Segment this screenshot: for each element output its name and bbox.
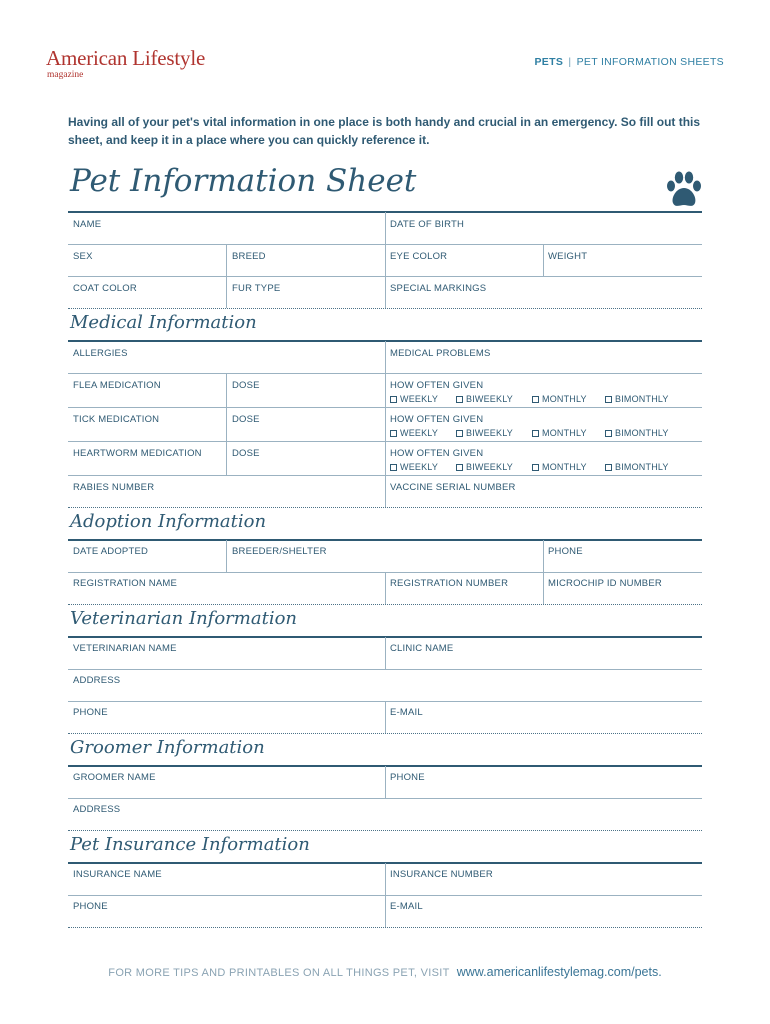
tick-monthly-checkbox[interactable] — [532, 428, 587, 438]
flea-how-often-label: HOW OFTEN GIVEN — [390, 380, 484, 391]
tick-biweekly-checkbox[interactable] — [456, 428, 513, 438]
paw-icon — [664, 170, 704, 210]
option-label: MONTHLY — [542, 394, 587, 404]
rabies-number-field[interactable]: RABIES NUMBER — [73, 482, 155, 493]
divider — [543, 244, 544, 276]
footer — [0, 965, 770, 979]
tick-how-often-label: HOW OFTEN GIVEN — [390, 414, 484, 425]
checkbox-icon — [605, 430, 612, 437]
tick-bimonthly-checkbox[interactable] — [605, 428, 669, 438]
heartworm-dose-field[interactable]: DOSE — [232, 448, 260, 459]
breadcrumb-subsection: PET INFORMATION SHEETS — [576, 56, 724, 68]
section-title-vet: Veterinarian Information — [70, 608, 298, 629]
adoption-phone-field[interactable]: PHONE — [548, 546, 583, 557]
option-label: BIWEEKLY — [466, 428, 513, 438]
option-label: BIMONTHLY — [615, 394, 669, 404]
pet-fur-type-field[interactable]: FUR TYPE — [232, 283, 281, 294]
vet-address-field[interactable]: ADDRESS — [73, 675, 121, 686]
breadcrumb-section: PETS — [534, 56, 564, 68]
divider — [226, 540, 227, 572]
divider — [385, 701, 386, 733]
vet-phone-field[interactable]: PHONE — [73, 707, 108, 718]
heartworm-weekly-checkbox[interactable] — [390, 462, 438, 472]
divider — [543, 572, 544, 604]
heartworm-biweekly-checkbox[interactable] — [456, 462, 513, 472]
allergies-field[interactable]: ALLERGIES — [73, 348, 128, 359]
row-divider — [68, 798, 702, 799]
divider — [226, 373, 227, 407]
insurance-email-field[interactable]: E-MAIL — [390, 901, 423, 912]
section-rule — [68, 539, 702, 541]
page-title: Pet Information Sheet — [70, 163, 417, 199]
tick-weekly-checkbox[interactable] — [390, 428, 438, 438]
clinic-name-field[interactable]: CLINIC NAME — [390, 643, 454, 654]
header-breadcrumb — [535, 56, 725, 68]
logo-subtitle: magazine — [47, 70, 84, 80]
checkbox-icon — [605, 396, 612, 403]
tick-dose-field[interactable]: DOSE — [232, 414, 260, 425]
divider — [385, 441, 386, 475]
checkbox-icon — [532, 430, 539, 437]
vet-email-field[interactable]: E-MAIL — [390, 707, 423, 718]
divider — [385, 373, 386, 407]
checkbox-icon — [456, 464, 463, 471]
checkbox-icon — [605, 464, 612, 471]
checkbox-icon — [456, 430, 463, 437]
pet-dob-field[interactable]: DATE OF BIRTH — [390, 219, 465, 230]
option-label: MONTHLY — [542, 428, 587, 438]
section-title-insurance: Pet Insurance Information — [70, 834, 310, 855]
option-label: WEEKLY — [400, 394, 439, 404]
flea-weekly-checkbox[interactable] — [390, 394, 438, 404]
heartworm-monthly-checkbox[interactable] — [532, 462, 587, 472]
divider — [385, 572, 386, 604]
groomer-address-field[interactable]: ADDRESS — [73, 804, 121, 815]
section-title-medical: Medical Information — [70, 312, 257, 333]
option-label: MONTHLY — [542, 462, 587, 472]
pet-breed-field[interactable]: BREED — [232, 251, 266, 262]
divider — [385, 637, 386, 669]
section-end-rule — [68, 604, 702, 605]
flea-bimonthly-checkbox[interactable] — [605, 394, 669, 404]
flea-biweekly-checkbox[interactable] — [456, 394, 513, 404]
heartworm-bimonthly-checkbox[interactable] — [605, 462, 669, 472]
tick-medication-field[interactable]: TICK MEDICATION — [73, 414, 160, 425]
checkbox-icon — [390, 464, 397, 471]
divider — [385, 895, 386, 927]
groomer-name-field[interactable]: GROOMER NAME — [73, 772, 156, 783]
divider — [226, 441, 227, 475]
pet-name-field[interactable]: NAME — [73, 219, 102, 230]
flea-monthly-checkbox[interactable] — [532, 394, 587, 404]
option-label: BIWEEKLY — [466, 462, 513, 472]
insurance-number-field[interactable]: INSURANCE NUMBER — [390, 869, 493, 880]
intro-paragraph: Having all of your pet's vital information in one place is both handy and crucial in an emergency. So fill out this sheet, and keep it in a place where you can quickly reference it. — [68, 115, 701, 147]
medical-problems-field[interactable]: MEDICAL PROBLEMS — [390, 348, 491, 359]
section-end-rule — [68, 733, 702, 734]
pet-special-markings-field[interactable]: SPECIAL MARKINGS — [390, 283, 487, 294]
option-label: WEEKLY — [400, 428, 439, 438]
groomer-phone-field[interactable]: PHONE — [390, 772, 425, 783]
checkbox-icon — [532, 464, 539, 471]
divider — [385, 475, 386, 507]
checkbox-icon — [390, 430, 397, 437]
option-label: BIWEEKLY — [466, 394, 513, 404]
section-end-rule — [68, 308, 702, 309]
heartworm-how-often-label: HOW OFTEN GIVEN — [390, 448, 484, 459]
checkbox-icon — [532, 396, 539, 403]
logo-wordmark: American Lifestyle — [46, 46, 206, 70]
brand-logo — [46, 46, 205, 80]
heartworm-medication-field[interactable]: HEARTWORM MEDICATION — [73, 448, 202, 459]
section-title-adoption: Adoption Information — [70, 511, 267, 532]
divider — [385, 407, 386, 441]
section-end-rule — [68, 507, 702, 508]
divider — [543, 540, 544, 572]
checkbox-icon — [390, 396, 397, 403]
divider — [385, 212, 386, 244]
flea-dose-field[interactable]: DOSE — [232, 380, 260, 391]
vet-name-field[interactable]: VETERINARIAN NAME — [73, 643, 177, 654]
date-adopted-field[interactable]: DATE ADOPTED — [73, 546, 149, 557]
row-divider — [68, 669, 702, 670]
registration-number-field[interactable]: REGISTRATION NUMBER — [390, 578, 509, 589]
pet-weight-field[interactable]: WEIGHT — [548, 251, 588, 262]
pet-sex-field[interactable]: SEX — [73, 251, 93, 262]
breeder-shelter-field[interactable]: BREEDER/SHELTER — [232, 546, 327, 557]
breadcrumb-separator: | — [568, 56, 572, 68]
divider — [226, 276, 227, 308]
section-end-rule — [68, 927, 702, 928]
divider — [385, 863, 386, 895]
checkbox-icon — [456, 396, 463, 403]
option-label: WEEKLY — [400, 462, 439, 472]
pet-coat-color-field[interactable]: COAT COLOR — [73, 283, 137, 294]
section-title-groomer: Groomer Information — [70, 737, 265, 758]
footer-link[interactable]: www.americanlifestylemag.com/pets. — [456, 965, 662, 979]
insurance-name-field[interactable]: INSURANCE NAME — [73, 869, 162, 880]
divider — [385, 276, 386, 308]
divider — [226, 407, 227, 441]
divider — [385, 244, 386, 276]
divider — [226, 244, 227, 276]
option-label: BIMONTHLY — [615, 428, 669, 438]
insurance-phone-field[interactable]: PHONE — [73, 901, 108, 912]
divider — [385, 766, 386, 798]
microchip-id-field[interactable]: MICROCHIP ID NUMBER — [548, 578, 662, 589]
section-end-rule — [68, 830, 702, 831]
pet-eye-color-field[interactable]: EYE COLOR — [390, 251, 448, 262]
divider — [385, 341, 386, 373]
footer-text: FOR MORE TIPS AND PRINTABLES ON ALL THINGS PET, VISIT — [108, 967, 450, 979]
registration-name-field[interactable]: REGISTRATION NAME — [73, 578, 178, 589]
vaccine-serial-field[interactable]: VACCINE SERIAL NUMBER — [390, 482, 516, 493]
option-label: BIMONTHLY — [615, 462, 669, 472]
flea-medication-field[interactable]: FLEA MEDICATION — [73, 380, 161, 391]
